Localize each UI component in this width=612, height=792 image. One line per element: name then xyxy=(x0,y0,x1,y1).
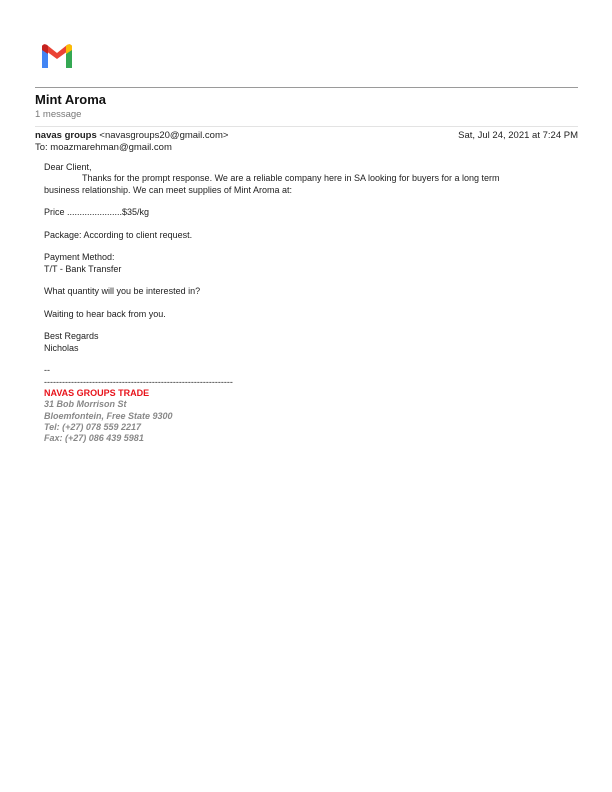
payment-value: T/T - Bank Transfer xyxy=(44,263,122,274)
signature-fax: Fax: (+27) 086 439 5981 xyxy=(44,433,144,444)
closing: Best Regards xyxy=(44,331,99,342)
gmail-logo-icon xyxy=(40,42,74,70)
sender-name: navas groups xyxy=(35,130,97,141)
header-divider xyxy=(35,87,578,88)
recipient: To: moazmarehman@gmail.com xyxy=(35,142,172,153)
message-count: 1 message xyxy=(35,109,82,120)
subject-divider xyxy=(35,126,578,127)
sender-email[interactable]: <navasgroups20@gmail.com> xyxy=(99,130,229,141)
waiting: Waiting to hear back from you. xyxy=(44,308,166,319)
question: What quantity will you be interested in? xyxy=(44,286,201,297)
payment-label: Payment Method: xyxy=(44,252,115,263)
signature-tel: Tel: (+27) 078 559 2217 xyxy=(44,421,141,432)
message-date: Sat, Jul 24, 2021 at 7:24 PM xyxy=(458,130,578,141)
sender xyxy=(35,130,228,141)
signature-address-2: Bloemfontein, Free State 9300 xyxy=(44,410,173,421)
signature-address-1: 31 Bob Morrison St xyxy=(44,399,127,410)
package: Package: According to client request. xyxy=(44,229,193,240)
signer-name: Nicholas xyxy=(44,342,79,353)
signature-separator: -- xyxy=(44,365,50,376)
signature-company: NAVAS GROUPS TRADE xyxy=(44,387,150,398)
message-body xyxy=(44,162,544,444)
signature-dashes: --------------------------------------------------------------- xyxy=(44,376,233,387)
price: Price ......................$35/kg xyxy=(44,207,150,218)
greeting: Dear Client, xyxy=(44,162,92,172)
thread-subject: Mint Aroma xyxy=(35,92,107,107)
intro-line-1: Thanks for the prompt response. We are a reliable company here in SA looking for buyers for a long term xyxy=(82,173,500,184)
intro-line-2: business relationship. We can meet supplies of Mint Aroma at: xyxy=(44,184,292,195)
